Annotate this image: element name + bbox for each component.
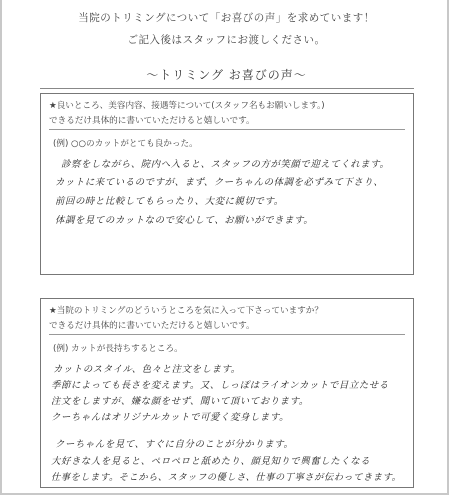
- handwritten-answer-line: カットに来ているのですが、まず、クーちゃんの体調を必ずみて下さり、: [55, 177, 384, 188]
- handwritten-answer-line: 仕事をします。そこから、スタッフの優しさ、仕事の丁寧さが伝わってきます。: [51, 472, 402, 483]
- handwritten-answer-line: 体調を見てのカットなので安心して、お願いができます。: [55, 215, 314, 226]
- title-underline: [40, 88, 414, 89]
- favorite-points-question: ★当院のトリミングのどういうところを気に入って下さっていますか？: [49, 306, 323, 316]
- header-request-line: 当院のトリミングについて「お喜びの声」を求めています！: [78, 12, 375, 24]
- good-points-section: [40, 93, 414, 275]
- header-instruction-line: ご記入後はスタッフにお渡しください。: [127, 34, 326, 46]
- good-points-question: ★良いところ、美容内容、接遇等について(スタッフ名もお願いします。): [49, 101, 325, 111]
- favorite-points-hint: できるだけ具体的に書いていただけると嬉しいです。: [49, 321, 255, 331]
- handwritten-answer-line: カットのスタイル、色々と注文をします。: [53, 364, 241, 375]
- handwritten-answer-line: 大好きな人を見ると、ペロペロと舐めたり、顔見知りで興奮したくなる: [51, 456, 371, 467]
- handwritten-answer-line: クーちゃんを見て、すぐに自分のことが分かります。: [55, 439, 294, 450]
- good-points-example: (例) ○○のカットがとても良かった。: [53, 139, 198, 149]
- handwritten-answer-line: 季節によっても長さを変えます。又、しっぽはライオンカットで目立たせる: [51, 380, 389, 391]
- handwritten-answer-line: 診察をしながら、院内へ入ると、スタッフの方が笑顔で迎えてくれます。: [61, 159, 390, 170]
- section-divider: [49, 334, 405, 335]
- handwritten-answer-line: 前回の時と比較してもらったり、大変に親切です。: [55, 196, 284, 207]
- good-points-hint: できるだけ具体的に書いていただけると嬉しいです。: [49, 116, 255, 126]
- handwritten-answer-line: 注文をしますが、嫌な顔をせず、聞いて頂いております。: [51, 396, 309, 407]
- handwritten-answer-line: クーちゃんはオリジナルカットで可愛く変身します。: [51, 412, 290, 423]
- favorite-points-example: (例) カットが長持ちするところ。: [53, 344, 183, 354]
- favorite-points-section: [40, 298, 414, 488]
- section-divider: [49, 129, 405, 130]
- form-title: 〜トリミング お喜びの声〜: [146, 68, 307, 82]
